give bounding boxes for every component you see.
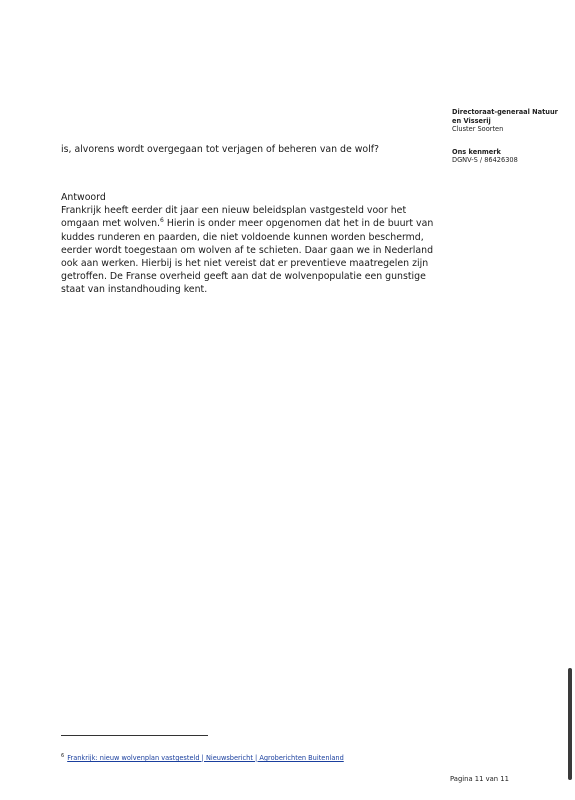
footnote-number: 6 — [61, 752, 65, 759]
organisation-name-line1: Directoraat-generaal Natuur — [452, 108, 558, 116]
answer-section — [61, 191, 446, 297]
question-continuation: is, alvorens wordt overgegaan tot verjagen of beheren van de wolf? — [61, 144, 380, 155]
answer-text-part2: Hierin is onder meer opgenomen dat het in de buurt van kuddes runderen en paarden, die niet voldoende kunnen worden beschermd, eerder wordt toegestaan om wolven af te schieten. Daar gaan we in Nederland ook aan werken. Hierbij is het niet vereist dat er preventieve maatregelen zijn getroffen. De Franse overheid geeft aan dat de wolvenpopulatie een gunstige staat van instandhouding kent. — [61, 218, 434, 296]
organisation-name-line2: en Visserij — [452, 116, 491, 125]
reference-value: DGNV-S / 86426308 — [452, 156, 518, 165]
page-number: Pagina 11 van 11 — [450, 775, 509, 783]
answer-heading: Antwoord — [61, 192, 106, 203]
footnote-link[interactable]: Frankrijk: nieuw wolvenplan vastgesteld | Nieuwsbericht | Agroberichten Buitenland — [67, 754, 344, 762]
footnote-divider — [61, 735, 208, 736]
scrollbar-thumb[interactable] — [568, 668, 572, 780]
footnote-reference[interactable]: 6 — [160, 217, 164, 225]
reference-block — [452, 148, 562, 165]
sidebar-metadata — [452, 108, 562, 179]
organisation-cluster: Cluster Soorten — [452, 125, 504, 134]
answer-paragraph — [61, 204, 446, 296]
organisation-block — [452, 108, 562, 134]
footnote — [61, 754, 344, 762]
answer-text-part1: Frankrijk heeft eerder dit jaar een nieuw beleidsplan vastgesteld voor het omgaan met wolven. — [61, 205, 407, 230]
reference-label: Ons kenmerk — [452, 147, 501, 156]
